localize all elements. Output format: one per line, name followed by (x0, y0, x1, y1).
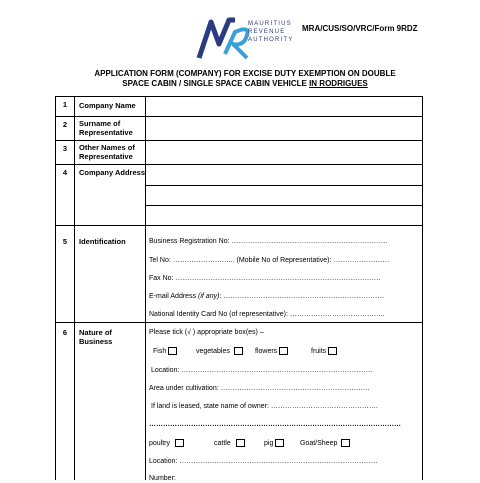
tick-instruction: Please tick (√ ) appropriate box(es) – (149, 329, 264, 336)
area-field[interactable]: Area under cultivation: ………………………………………………………. (149, 385, 370, 392)
cattle-option[interactable]: cattle (214, 439, 245, 448)
form-reference: MRA/CUS/SO/VRC/Form 9RDZ (302, 24, 418, 33)
flowers-option[interactable]: flowers (255, 347, 288, 356)
company-name-label: Company Name (79, 101, 136, 110)
form-title: APPLICATION FORM (COMPANY) FOR EXCISE DUTY EXEMPTION ON DOUBLE SPACE CABIN / SINGLE SPACE CABIN VEHICLE IN RODRIGUES (94, 69, 396, 88)
dotted-line[interactable]: ……………………………………………………………………………………………… (149, 421, 401, 428)
company-address-label: Company Address (79, 168, 145, 177)
cattle-checkbox[interactable] (236, 439, 245, 447)
email-field[interactable]: E-mail Address (if any): …………………………………………………………… (149, 293, 385, 300)
logo-wordmark: MAURITIUS REVENUE AUTHORITY (248, 21, 294, 43)
row-number: 4 (62, 168, 68, 177)
goat-sheep-option[interactable]: Goat/Sheep (300, 439, 350, 448)
fruits-option[interactable]: fruits (311, 347, 337, 356)
row-number: 5 (62, 237, 68, 246)
pig-checkbox[interactable] (275, 439, 284, 447)
row-number: 6 (62, 328, 68, 337)
poultry-option[interactable]: poultry (149, 439, 184, 448)
other-names-label: Other Names of Representative (79, 143, 135, 161)
land-owner-field[interactable]: If land is leased, state name of owner: ………………………………………. (151, 403, 378, 410)
fruits-checkbox[interactable] (328, 347, 337, 355)
address-field[interactable] (146, 165, 422, 225)
fish-checkbox[interactable] (168, 347, 177, 355)
number-field[interactable]: Number: (149, 475, 176, 482)
vegetables-checkbox[interactable] (234, 347, 243, 355)
pig-option[interactable]: pig (264, 439, 284, 448)
nic-field[interactable]: National Identity Card No (of representative): ………………………………….. (149, 311, 385, 318)
fax-field[interactable]: Fax No: ……………………………………………………………………………. (149, 275, 381, 282)
vegetables-option[interactable]: vegetables (196, 347, 243, 356)
flowers-checkbox[interactable] (279, 347, 288, 355)
other-names-field[interactable] (146, 141, 422, 164)
mra-logo-mark (195, 14, 255, 62)
row-number: 2 (62, 120, 68, 129)
location-field-2[interactable]: Location: …………………………………………………………………………. (149, 458, 378, 465)
poultry-checkbox[interactable] (175, 439, 184, 447)
row-number: 1 (62, 100, 68, 109)
fish-option[interactable]: Fish (153, 347, 177, 356)
goat-sheep-checkbox[interactable] (341, 439, 350, 447)
row-number: 3 (62, 144, 68, 153)
surname-label: Surname of Representative (79, 119, 133, 137)
brn-field[interactable]: Business Registration No: …………………………………………………………. (149, 238, 388, 245)
location-field[interactable]: Location: ………………………………………………………………………. (151, 367, 373, 374)
mra-logo (195, 14, 300, 62)
identification-label: Identification (79, 237, 126, 246)
company-name-field[interactable] (146, 97, 422, 116)
nature-of-business-label: Nature of Business (79, 328, 113, 346)
tel-field[interactable]: Tel No: ……………………... (Mobile No of Representative): …………………… (149, 257, 390, 264)
surname-field[interactable] (146, 117, 422, 140)
